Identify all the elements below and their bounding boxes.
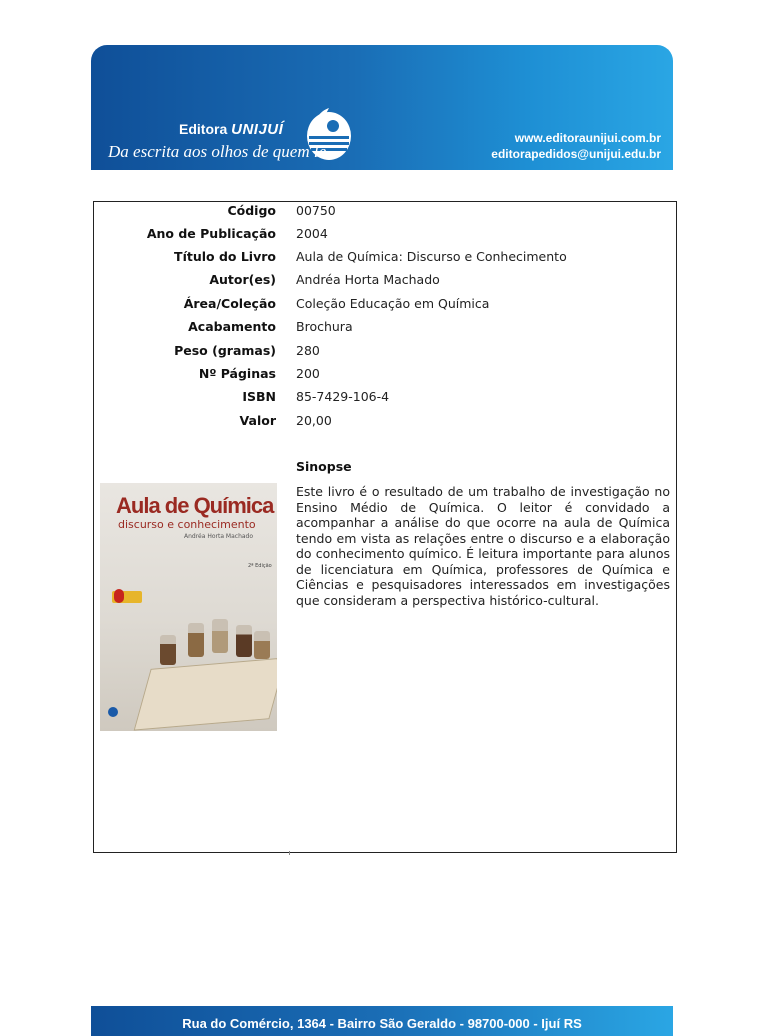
detail-row-autor [94,272,674,292]
detail-row-area [94,296,674,316]
detail-value: Brochura [296,319,353,334]
detail-row-paginas [94,366,674,386]
detail-label: ISBN [242,389,276,404]
detail-row-codigo [94,203,674,223]
jar-icon [160,635,176,665]
detail-value: 280 [296,343,320,358]
detail-value: 200 [296,366,320,381]
detail-label: Peso (gramas) [174,343,276,358]
jar-icon [212,619,228,653]
jar-icon [188,623,204,657]
detail-label: Título do Livro [174,249,276,264]
footer-banner [91,1006,673,1036]
book-cover-image [100,483,277,731]
detail-value: Aula de Química: Discurso e Conhecimento [296,249,567,264]
cover-title: Aula de Química [116,493,274,518]
tagline: Da escrita aos olhos de quem lê [108,142,327,161]
detail-label: Código [227,203,276,218]
contact-info [491,130,661,162]
open-book-icon [134,657,277,730]
publisher-logo-icon [108,707,118,717]
sinopse-heading: Sinopse [296,459,352,474]
detail-value: Coleção Educação em Química [296,296,490,311]
detail-label: Valor [239,413,276,428]
divider-tick [289,851,290,855]
detail-label: Nº Páginas [198,366,276,381]
brand-name [179,121,299,138]
detail-value: 20,00 [296,413,332,428]
detail-value: 85-7429-106-4 [296,389,390,404]
detail-value: 00750 [296,203,336,218]
detail-value: 2004 [296,226,328,241]
detail-label: Área/Coleção [183,296,276,311]
detail-label: Acabamento [188,319,276,334]
website-link[interactable]: www.editoraunijui.com.br [514,131,661,145]
brand-prefix: Editora [179,121,228,137]
cover-author: Andréa Horta Machado [184,533,254,540]
jar-icon [254,631,270,659]
detail-row-isbn [94,389,674,409]
book-detail-box [93,201,677,853]
sinopse-text: Este livro é o resultado de um trabalho de investigação no Ensino Médio de Química. O leitor é convidado a acompanhar a análise do que ocorre na aula de Química tendo em vista as relações entre o discurso e a elaboração do conhecimento químico. É leitura importante para alunos de licenciatura em Química, professores de Química e Ciências e pesquisadores interessados em investigações que consideram a perspectiva histórico-cultural. [296,484,670,608]
detail-row-peso [94,343,674,363]
detail-label: Ano de Publicação [146,226,276,241]
cover-edition: 2ª Edição [248,563,272,569]
detail-row-valor [94,413,674,433]
detail-row-ano [94,226,674,246]
email-link[interactable]: editorapedidos@unijui.edu.br [491,147,661,161]
jar-icon [236,625,252,657]
detail-row-titulo [94,249,674,269]
footer-address: Rua do Comércio, 1364 - Bairro São Geraldo - 98700-000 - Ijuí RS [182,1016,582,1031]
detail-row-acabamento [94,319,674,339]
collection-badge-icon [114,589,124,603]
brand-unijui: UNIJUÍ [231,121,284,138]
header-banner [91,45,673,170]
cover-subtitle: discurso e conhecimento [118,518,256,531]
detail-label: Autor(es) [209,272,276,287]
detail-value: Andréa Horta Machado [296,272,440,287]
